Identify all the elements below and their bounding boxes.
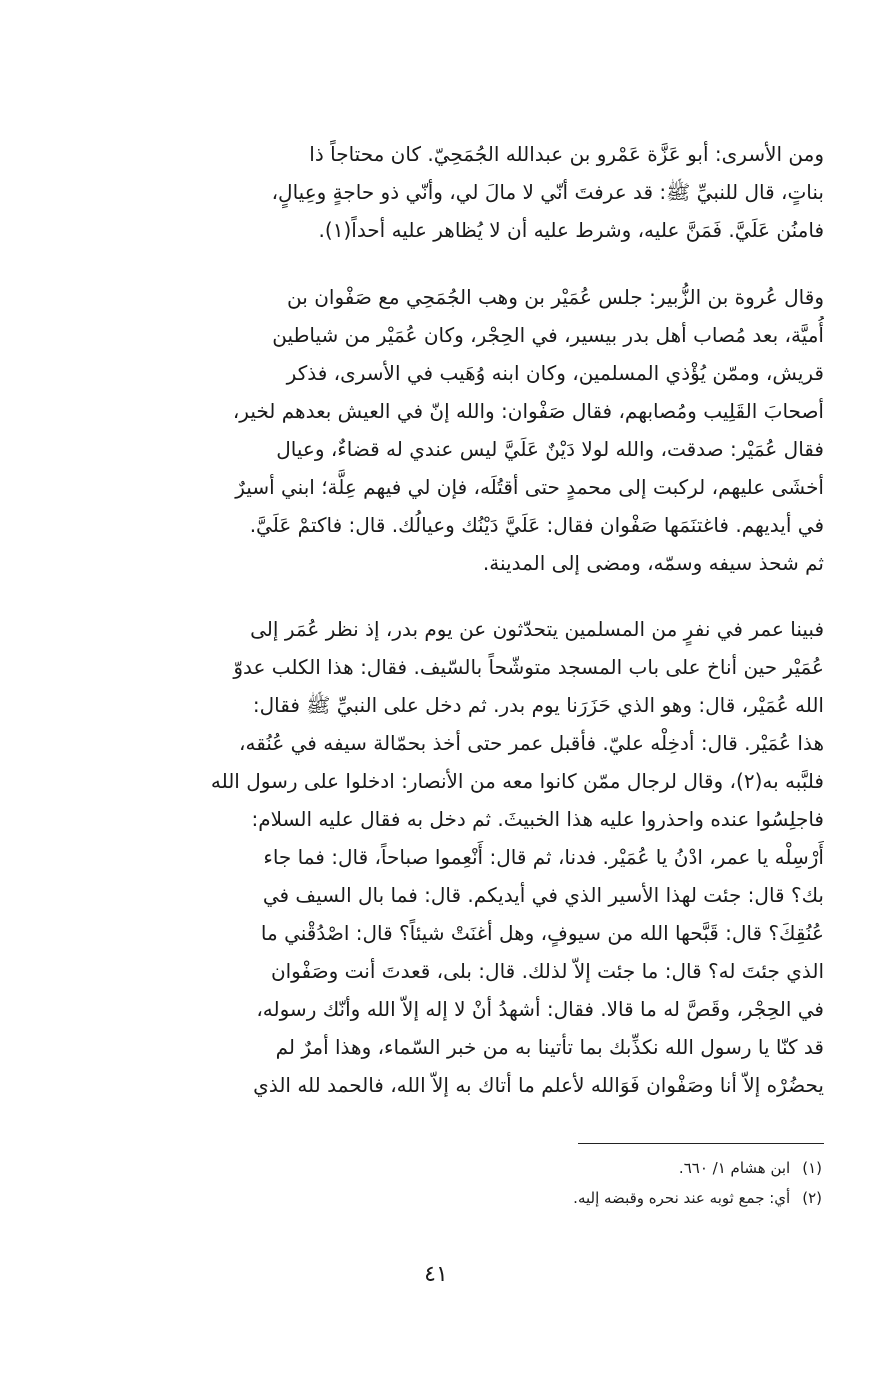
text-line: فبينا عمر في نفرٍ من المسلمين يتحدّثون عن يوم بدر، إذ نظر عُمَر إلى [250,617,824,641]
text-line: قد كنّا يا رسول الله نكذِّبك بما تأتينا به من خبر السّماء، وهذا أمرٌ لم [275,1035,824,1059]
text-line: أُميَّة، بعد مُصاب أهل بدر بيسير، في الحِجْر، وكان عُمَيْر من شياطين [272,323,824,347]
paragraph-1 [106,135,824,249]
text-line: أخشَى عليهم، لركبت إلى محمدٍ حتى أقتُلَه، فإن لي فيهم عِلَّة؛ ابني أسيرٌ [235,475,824,499]
text-line: بناتٍ، قال للنبيِّ ﷺ: قد عرفتَ أنّي لا مالَ لي، وأنّي ذو حاجةٍ وعِيالٍ، [271,180,824,204]
text-line: بك؟ قال: جئت لهذا الأسير الذي في أيديكم. قال: فما بال السيف في [262,883,824,907]
text-line: فامنُن عَلَيَّ. فَمَنَّ عليه، وشرط عليه أن لا يُظاهر عليه أحداً(١). [318,218,824,242]
paragraph-2 [106,278,824,582]
text-line: وقال عُروة بن الزُّبير: جلس عُمَيْر بن وهب الجُمَحِي مع صَفْوان بن [287,285,824,309]
text-line: قريش، وممّن يُؤْذي المسلمين، وكان ابنه وُهَيب في الأسرى، فذكر [286,361,824,385]
footnotes [300,1153,822,1213]
text-line: فقال عُمَيْر: صدقت، والله لولا دَيْنٌ عَلَيَّ ليس عندي له قضاءٌ، وعيال [276,437,824,461]
text-line: عُمَيْر حين أناخ على باب المسجد متوشّحاً بالسّيف. فقال: هذا الكلب عدوّ [233,655,824,679]
text-line: في الحِجْر، وقَصَّ له ما قالا. فقال: أشهدُ أنْ لا إله إلاّ الله وأنّك رسوله، [256,997,824,1021]
text-line: الذي جئتَ له؟ قال: ما جئت إلاّ لذلك. قال: بلى، قعدتَ أنت وصَفْوان [270,959,824,983]
text-line: ثم شحذ سيفه وسمّه، ومضى إلى المدينة. [482,551,824,575]
paragraph-3 [106,610,824,1104]
footnote-1 [300,1153,822,1183]
text-line: عُنُقِكَ؟ قال: قَبَّحها الله من سيوفٍ، وهل أغنَتْ شيئاً؟ قال: اصْدُقْني ما [260,921,824,945]
text-line: ومن الأسرى: أبو عَزَّة عَمْرو بن عبدالله الجُمَحِيّ. كان محتاجاً ذا [309,142,824,166]
text-line: الله عُمَيْر، قال: وهو الذي حَزَرَنا يوم بدر. ثم دخل على النبيِّ ﷺ فقال: [252,693,824,717]
text-line: في أيديهم. فاغتنَمَها صَفْوان فقال: عَلَيَّ دَيْنُك وعيالُك. قال: فاكتمْ عَلَيَّ. [249,513,824,537]
text-line: أصحابَ القَلِيب ومُصابهم، فقال صَفْوان: والله إنّ في العيش بعدهم لخير، [232,399,824,423]
text-line: هذا عُمَيْر. قال: أدخِلْه عليّ. فأقبل عمر حتى أخذ بحمّالة سيفه في عُنُقه، [239,731,824,755]
footnote-number: (١) [802,1159,822,1177]
footnote-divider [578,1143,824,1144]
footnote-text: ابن هشام ١/ ٦٦٠. [678,1159,791,1177]
footnote-number: (٢) [802,1189,822,1207]
text-line: فاجلِسُوا عنده واحذروا عليه هذا الخبيثَ. ثم دخل به فقال عليه السلام: [251,807,824,831]
text-line: أَرْسِلْه يا عمر، ادْنُ يا عُمَيْر. فدنا، ثم قال: أَنْعِموا صباحاً، قال: فما جاء [263,845,824,869]
text-line: يحضُرْه إلاّ أنا وصَفْوان فَوَالله لأعلم ما أتاك به إلاّ الله، فالحمد لله الذي [253,1073,824,1097]
footnote-text: أي: جمع ثوبه عند نحره وقبضه إليه. [573,1189,791,1207]
footnote-2 [300,1183,822,1213]
page-number: ٤١ [424,1262,448,1287]
text-line: فلبَّبه به(٢)، وقال لرجال ممّن كانوا معه من الأنصار: ادخلوا على رسول الله [210,769,824,793]
